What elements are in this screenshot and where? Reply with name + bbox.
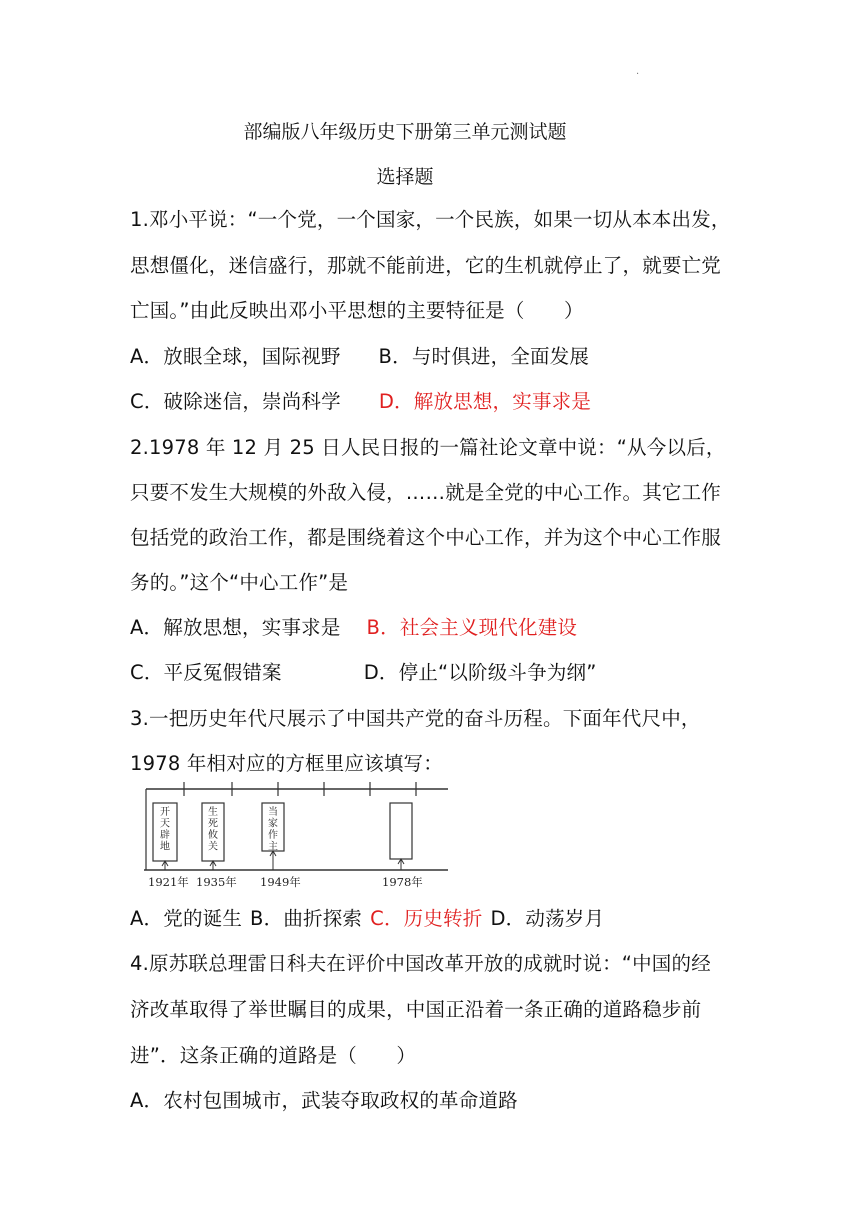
timeline-box-char: 辟 [160,830,170,841]
q2-option-d: D．停止“以阶级斗争为纲” [363,661,597,684]
q3-option-d: D．动荡岁月 [490,907,605,930]
q2-stem-line2: 只要不发生大规模的外敌入侵，……就是全党的中心工作。其它工作 [130,481,722,504]
q1-option-d-answer: D．解放思想，实事求是 [378,390,592,413]
timeline-year-label: 1978年 [382,875,423,889]
timeline-year-label: 1935年 [196,875,237,889]
timeline-box-char: 天 [160,818,170,830]
timeline-box-char: 当 [268,807,278,818]
timeline-box-4 [390,803,412,859]
q4-stem-line1: 4.原苏联总理雷日科夫在评价中国改革开放的成就时说：“中国的经 [130,952,711,975]
q1-option-c: C．破除迷信，崇尚科学 [130,390,341,413]
document-title: 部编版八年级历史下册第三单元测试题 [243,121,567,143]
timeline-box-char: 生 [208,807,218,818]
q3-option-c-answer: C．历史转折 [370,907,483,930]
timeline-box-char: 作 [268,830,278,841]
q1-options-row1 [130,341,589,369]
timeline-box-char: 地 [160,841,170,853]
q2-stem-line3: 包括党的政治工作，都是围绕着这个中心工作，并为这个中心工作服 [130,526,722,549]
timeline-year-label: 1949年 [260,875,301,889]
q1-option-b: B．与时俱进，全面发展 [378,345,590,368]
timeline-box-char: 关 [208,841,218,853]
q2-options-row1 [130,612,577,640]
q1-stem-line3: 亡国。”由此反映出邓小平思想的主要特征是（ ） [130,299,584,322]
q2-options-row2 [130,657,597,685]
q3-options-row [130,903,604,931]
q3-stem-line1: 3.一把历史年代尺展示了中国共产党的奋斗历程。下面年代尺中， [130,707,701,730]
timeline-year-label: 1921年 [148,875,189,889]
q4-stem-line3: 进”．这条正确的道路是（ ） [130,1044,417,1067]
q3-option-a: A．党的诞生 [130,907,243,930]
timeline-box-char: 家 [268,818,278,830]
timeline-ruler-figure [130,782,452,890]
page-mark: . [636,66,640,77]
timeline-box-char: 死 [208,818,218,830]
timeline-box-char: 攸 [208,830,218,841]
q2-option-a: A．解放思想，实事求是 [130,616,341,639]
q2-stem-line4: 务的。”这个“中心工作”是 [130,571,349,594]
timeline-box-char: 开 [160,807,170,818]
q3-stem-line2: 1978 年相对应的方框里应该填写： [130,752,443,775]
q1-options-row2 [130,386,591,414]
section-heading: 选择题 [376,166,434,188]
q4-stem-line2: 济改革取得了举世瞩目的成果，中国正沿着一条正确的道路稳步前 [130,998,702,1021]
q2-option-c: C．平反冤假错案 [130,661,282,684]
q4-option-a: A．农村包围城市，武装夺取政权的革命道路 [130,1089,518,1112]
q2-option-b-answer: B．社会主义现代化建设 [366,616,578,639]
q2-stem-line1: 2.1978 年 12 月 25 日人民日报的一篇社论文章中说：“从今以后， [130,436,726,459]
q3-option-b: B．曲折探索 [250,907,363,930]
timeline-box-char: 主 [268,841,278,853]
q1-option-a: A．放眼全球，国际视野 [130,345,341,368]
q1-stem-line1: 1.邓小平说：“一个党，一个国家，一个民族，如果一切从本本出发， [130,208,731,231]
q1-stem-line2: 思想僵化，迷信盛行，那就不能前进，它的生机就停止了，就要亡党 [130,254,722,277]
